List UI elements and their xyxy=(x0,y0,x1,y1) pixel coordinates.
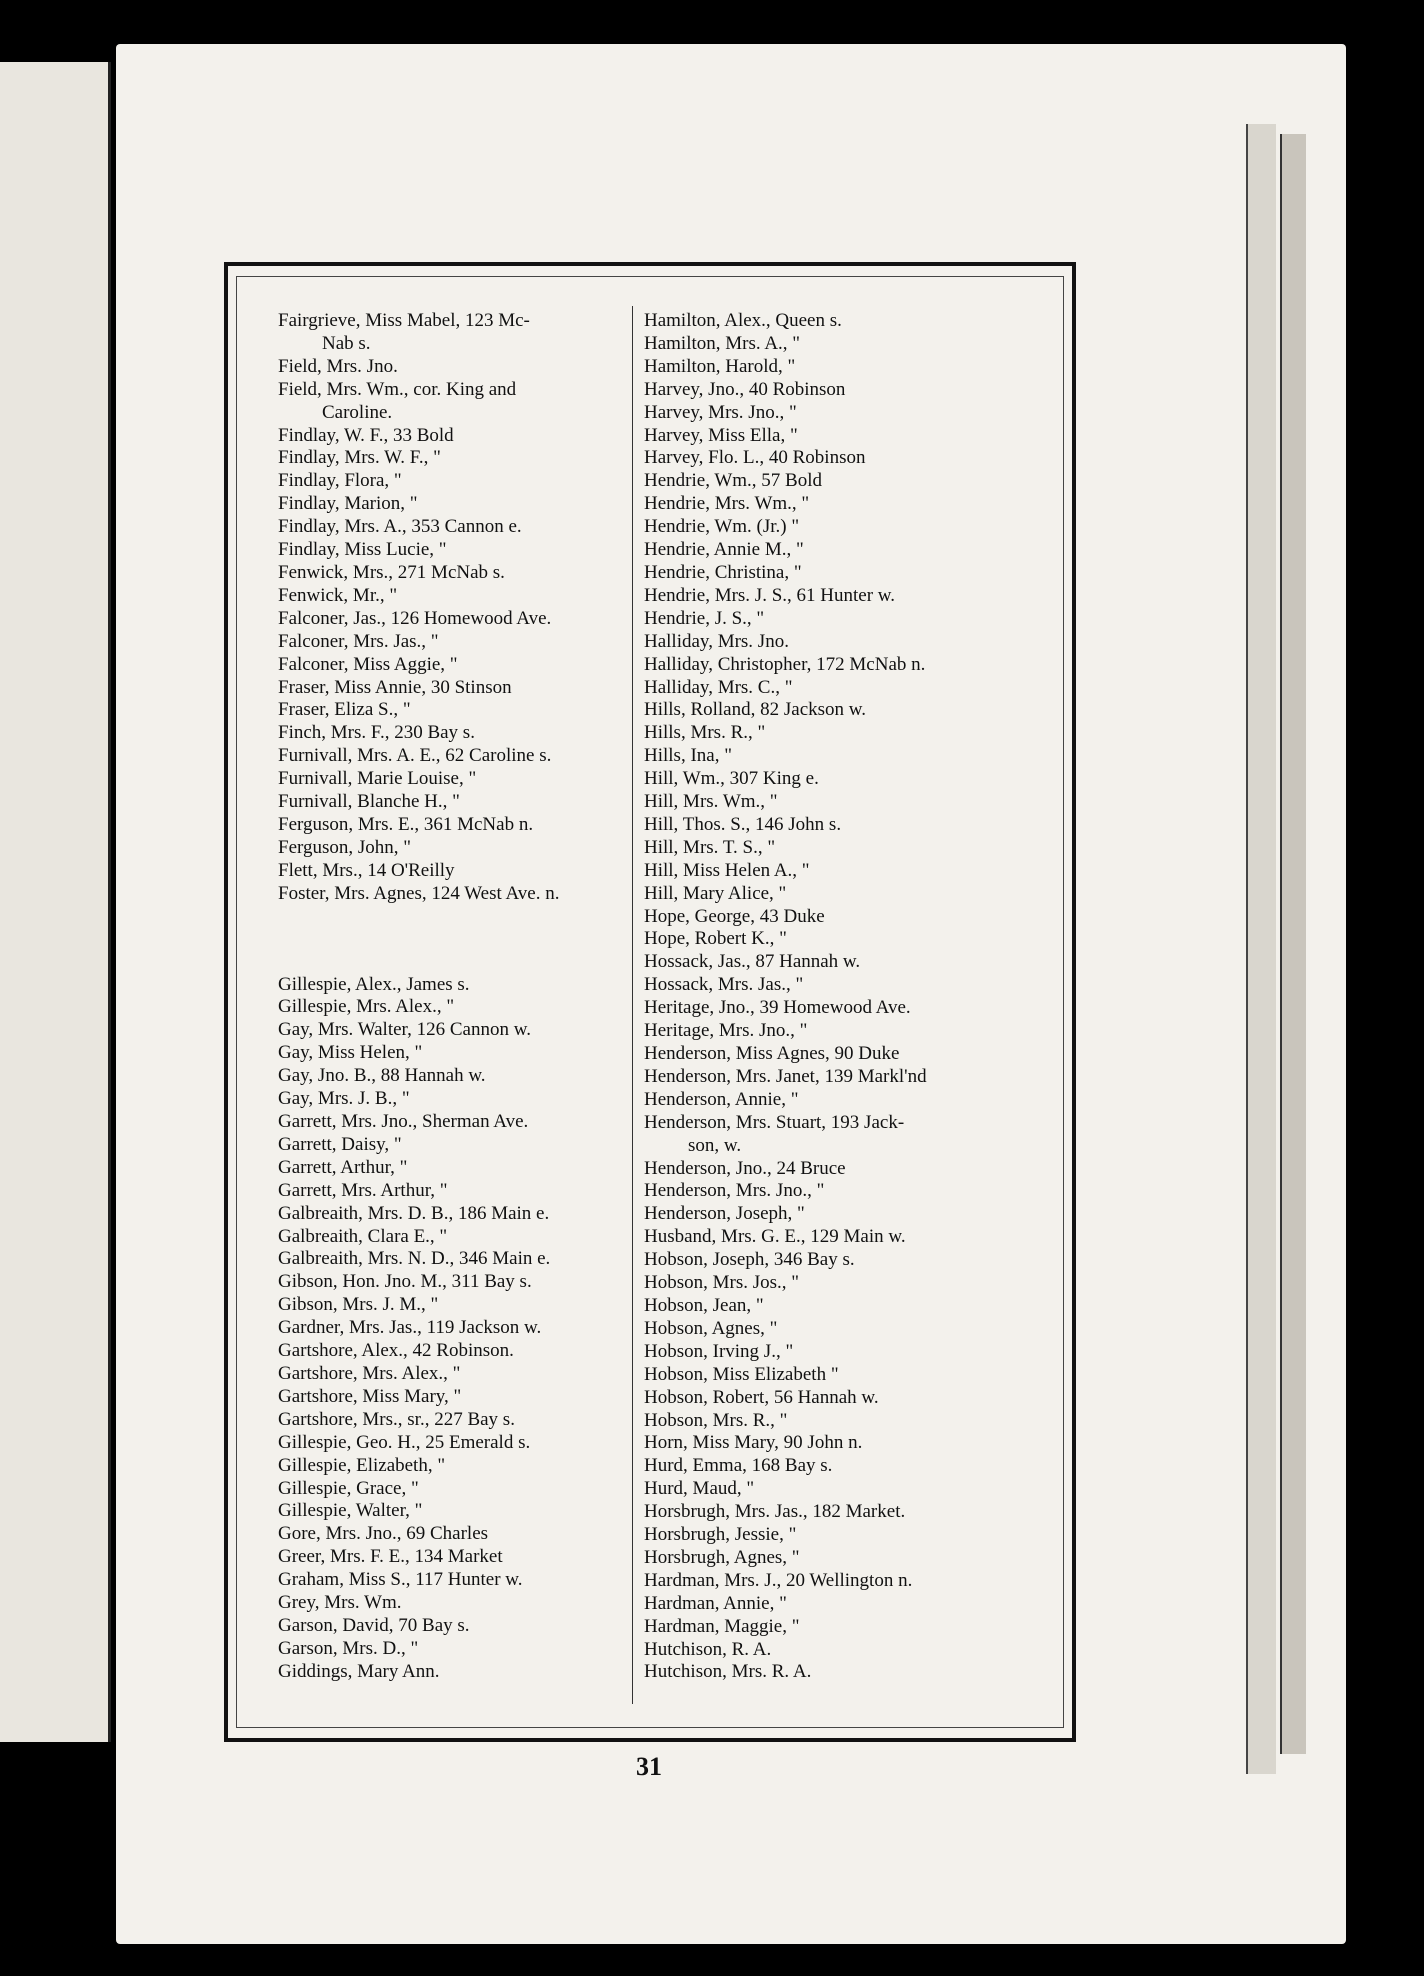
directory-entry: Furnivall, Blanche H., " xyxy=(278,791,460,813)
directory-entry: Falconer, Miss Aggie, " xyxy=(278,653,458,675)
page-stack-edge xyxy=(1246,124,1276,1774)
directory-entry: Furnivall, Marie Louise, " xyxy=(278,768,477,790)
directory-entry: Gillespie, Grace, " xyxy=(278,1477,419,1499)
directory-entry: Hobson, Joseph, 346 Bay s. xyxy=(644,1249,855,1271)
directory-entry: Hardman, Maggie, " xyxy=(644,1615,800,1637)
directory-entry: Findlay, Marion, " xyxy=(278,493,418,515)
directory-entry: Henderson, Jno., 24 Bruce xyxy=(644,1157,846,1179)
directory-entry: Henderson, Mrs. Jno., " xyxy=(644,1180,825,1202)
directory-entry: Hobson, Agnes, " xyxy=(644,1317,778,1339)
directory-entry: Hendrie, Mrs. Wm., " xyxy=(644,493,810,515)
directory-entry: Galbreaith, Mrs. N. D., 346 Main e. xyxy=(278,1248,551,1270)
directory-entry: Furnivall, Mrs. A. E., 62 Caroline s. xyxy=(278,745,552,767)
directory-entry: Hill, Mary Alice, " xyxy=(644,882,787,904)
directory-entry: Hobson, Irving J., " xyxy=(644,1340,794,1362)
directory-entry: Fenwick, Mrs., 271 McNab s. xyxy=(278,561,505,583)
directory-entry: Hobson, Miss Elizabeth " xyxy=(644,1363,839,1385)
directory-entry: Garrett, Daisy, " xyxy=(278,1133,402,1155)
left-column xyxy=(278,310,658,1684)
directory-entry: Gartshore, Mrs. Alex., " xyxy=(278,1362,461,1384)
directory-entry: Heritage, Jno., 39 Homewood Ave. xyxy=(644,997,911,1019)
directory-entry: Hills, Rolland, 82 Jackson w. xyxy=(644,699,867,721)
directory-entry: Ferguson, John, " xyxy=(278,836,412,858)
directory-entry: Hill, Thos. S., 146 John s. xyxy=(644,813,842,835)
directory-entry: Hamilton, Harold, " xyxy=(644,355,796,377)
right-column xyxy=(644,310,1024,1684)
h-entries xyxy=(644,310,1024,1684)
directory-entry: Ferguson, Mrs. E., 361 McNab n. xyxy=(278,813,534,835)
book-cover-edge xyxy=(1280,134,1306,1754)
directory-entry: Hardman, Annie, " xyxy=(644,1592,787,1614)
directory-entry: Hendrie, Mrs. J. S., 61 Hunter w. xyxy=(644,584,896,606)
directory-entry: Field, Mrs. Wm., cor. King and xyxy=(278,378,517,400)
directory-entry: Gillespie, Elizabeth, " xyxy=(278,1454,446,1476)
directory-entry: Findlay, Mrs. W. F., " xyxy=(278,447,441,469)
directory-entry: Gillespie, Mrs. Alex., " xyxy=(278,996,455,1018)
directory-entry: Findlay, Flora, " xyxy=(278,470,402,492)
directory-entry: Garrett, Mrs. Arthur, " xyxy=(278,1179,448,1201)
directory-entry: Hossack, Jas., 87 Hannah w. xyxy=(644,951,861,973)
directory-entry: Grey, Mrs. Wm. xyxy=(278,1592,402,1614)
directory-entry: Hobson, Robert, 56 Hannah w. xyxy=(644,1386,879,1408)
directory-entry: Flett, Mrs., 14 O'Reilly xyxy=(278,859,455,881)
directory-entry: Garrett, Arthur, " xyxy=(278,1156,408,1178)
directory-entry: Hardman, Mrs. J., 20 Wellington n. xyxy=(644,1569,913,1591)
directory-entry: Hill, Miss Helen A., " xyxy=(644,859,810,881)
directory-entry: Fraser, Eliza S., " xyxy=(278,699,411,721)
directory-entry: Gay, Miss Helen, " xyxy=(278,1042,423,1064)
directory-entry: Henderson, Mrs. Janet, 139 Markl'nd xyxy=(644,1065,927,1087)
directory-entry: Gore, Mrs. Jno., 69 Charles xyxy=(278,1523,489,1545)
directory-entry: Hobson, Jean, " xyxy=(644,1294,764,1316)
directory-entry: Hossack, Mrs. Jas., " xyxy=(644,974,804,996)
directory-entry: Hope, George, 43 Duke xyxy=(644,905,825,927)
directory-entry: Fairgrieve, Miss Mabel, 123 Mc- xyxy=(278,310,530,331)
directory-entry: Gillespie, Walter, " xyxy=(278,1500,423,1522)
directory-entry: Gillespie, Alex., James s. xyxy=(278,973,470,995)
directory-entry: Hill, Mrs. T. S., " xyxy=(644,836,776,858)
directory-entry: Hamilton, Alex., Queen s. xyxy=(644,310,842,331)
directory-entry: Gardner, Mrs. Jas., 119 Jackson w. xyxy=(278,1317,542,1339)
directory-entry: Gay, Mrs. Walter, 126 Cannon w. xyxy=(278,1019,531,1041)
directory-entry: Garrett, Mrs. Jno., Sherman Ave. xyxy=(278,1111,529,1132)
f-entries xyxy=(278,310,658,906)
directory-frame xyxy=(224,262,1076,1742)
page-number: 31 xyxy=(636,1752,662,1781)
directory-entry: Findlay, W. F., 33 Bold xyxy=(278,424,454,446)
directory-entry: Gartshore, Miss Mary, " xyxy=(278,1385,462,1407)
directory-entry: Foster, Mrs. Agnes, 124 West Ave. n. xyxy=(278,882,560,904)
directory-entry: Findlay, Mrs. A., 353 Cannon e. xyxy=(278,516,522,538)
facing-page-edge xyxy=(0,62,111,1742)
directory-entry: Heritage, Mrs. Jno., " xyxy=(644,1020,808,1042)
directory-entry: Nab s. xyxy=(322,332,371,354)
directory-entry: Fenwick, Mr., " xyxy=(278,584,398,606)
directory-entry: Hope, Robert K., " xyxy=(644,928,787,950)
directory-entry: Hutchison, R. A. xyxy=(644,1638,772,1660)
directory-entry: Galbreaith, Clara E., " xyxy=(278,1225,448,1247)
section-gap xyxy=(278,906,658,974)
directory-entry: Hamilton, Mrs. A., " xyxy=(644,332,801,354)
directory-entry: Halliday, Mrs. Jno. xyxy=(644,630,789,652)
directory-entry: Gay, Mrs. J. B., " xyxy=(278,1088,410,1110)
directory-entry: Gartshore, Mrs., sr., 227 Bay s. xyxy=(278,1408,515,1430)
directory-entry: Finch, Mrs. F., 230 Bay s. xyxy=(278,722,475,744)
directory-entry: Husband, Mrs. G. E., 129 Main w. xyxy=(644,1226,906,1248)
directory-entry: Hills, Ina, " xyxy=(644,745,732,767)
directory-entry: Henderson, Miss Agnes, 90 Duke xyxy=(644,1043,900,1064)
directory-entry: Halliday, Mrs. C., " xyxy=(644,676,793,698)
directory-entry: Harvey, Flo. L., 40 Robinson xyxy=(644,447,866,469)
directory-entry: Garson, David, 70 Bay s. xyxy=(278,1614,470,1636)
directory-entry: Henderson, Joseph, " xyxy=(644,1203,805,1225)
directory-entry: Henderson, Annie, " xyxy=(644,1088,799,1110)
directory-entry: Horsbrugh, Mrs. Jas., 182 Market. xyxy=(644,1501,906,1523)
directory-entry: Greer, Mrs. F. E., 134 Market xyxy=(278,1546,503,1568)
directory-entry: son, w. xyxy=(688,1134,742,1156)
directory-entry: Harvey, Jno., 40 Robinson xyxy=(644,378,846,400)
directory-entry: Harvey, Miss Ella, " xyxy=(644,424,798,446)
directory-entry: Findlay, Miss Lucie, " xyxy=(278,539,447,561)
directory-entry: Hurd, Emma, 168 Bay s. xyxy=(644,1455,833,1477)
directory-entry: Hendrie, Wm. (Jr.) " xyxy=(644,516,800,538)
directory-entry: Galbreaith, Mrs. D. B., 186 Main e. xyxy=(278,1202,550,1224)
directory-entry: Giddings, Mary Ann. xyxy=(278,1660,440,1682)
g-entries xyxy=(278,974,658,1684)
directory-entry: Fraser, Miss Annie, 30 Stinson xyxy=(278,676,512,698)
directory-entry: Falconer, Jas., 126 Homewood Ave. xyxy=(278,607,552,629)
directory-entry: Hurd, Maud, " xyxy=(644,1478,755,1500)
directory-entry: Halliday, Christopher, 172 McNab n. xyxy=(644,653,926,675)
directory-entry: Hills, Mrs. R., " xyxy=(644,722,766,744)
directory-entry: Hill, Mrs. Wm., " xyxy=(644,791,778,813)
directory-entry: Caroline. xyxy=(322,401,393,423)
directory-entry: Hendrie, Christina, " xyxy=(644,561,802,583)
directory-entry: Gibson, Hon. Jno. M., 311 Bay s. xyxy=(278,1271,532,1293)
directory-entry: Hobson, Mrs. Jos., " xyxy=(644,1272,800,1294)
directory-entry: Gillespie, Geo. H., 25 Emerald s. xyxy=(278,1431,531,1453)
directory-entry: Hutchison, Mrs. R. A. xyxy=(644,1661,812,1683)
directory-entry: Horsbrugh, Agnes, " xyxy=(644,1546,800,1568)
directory-entry: Horsbrugh, Jessie, " xyxy=(644,1524,797,1546)
directory-entry: Horn, Miss Mary, 90 John n. xyxy=(644,1432,863,1454)
directory-entry: Hendrie, Wm., 57 Bold xyxy=(644,470,823,492)
directory-entry: Falconer, Mrs. Jas., " xyxy=(278,630,439,652)
directory-entry: Gay, Jno. B., 88 Hannah w. xyxy=(278,1065,486,1087)
directory-entry: Henderson, Mrs. Stuart, 193 Jack- xyxy=(644,1111,905,1133)
directory-entry: Gartshore, Alex., 42 Robinson. xyxy=(278,1340,514,1362)
directory-entry: Hendrie, Annie M., " xyxy=(644,539,804,561)
directory-entry: Gibson, Mrs. J. M., " xyxy=(278,1294,439,1316)
directory-entry: Hill, Wm., 307 King e. xyxy=(644,768,819,790)
directory-entry: Hendrie, J. S., " xyxy=(644,607,765,629)
directory-entry: Garson, Mrs. D., " xyxy=(278,1637,419,1659)
directory-entry: Harvey, Mrs. Jno., " xyxy=(644,401,797,423)
directory-entry: Graham, Miss S., 117 Hunter w. xyxy=(278,1569,523,1591)
directory-entry: Field, Mrs. Jno. xyxy=(278,355,398,377)
directory-entry: Hobson, Mrs. R., " xyxy=(644,1409,788,1431)
